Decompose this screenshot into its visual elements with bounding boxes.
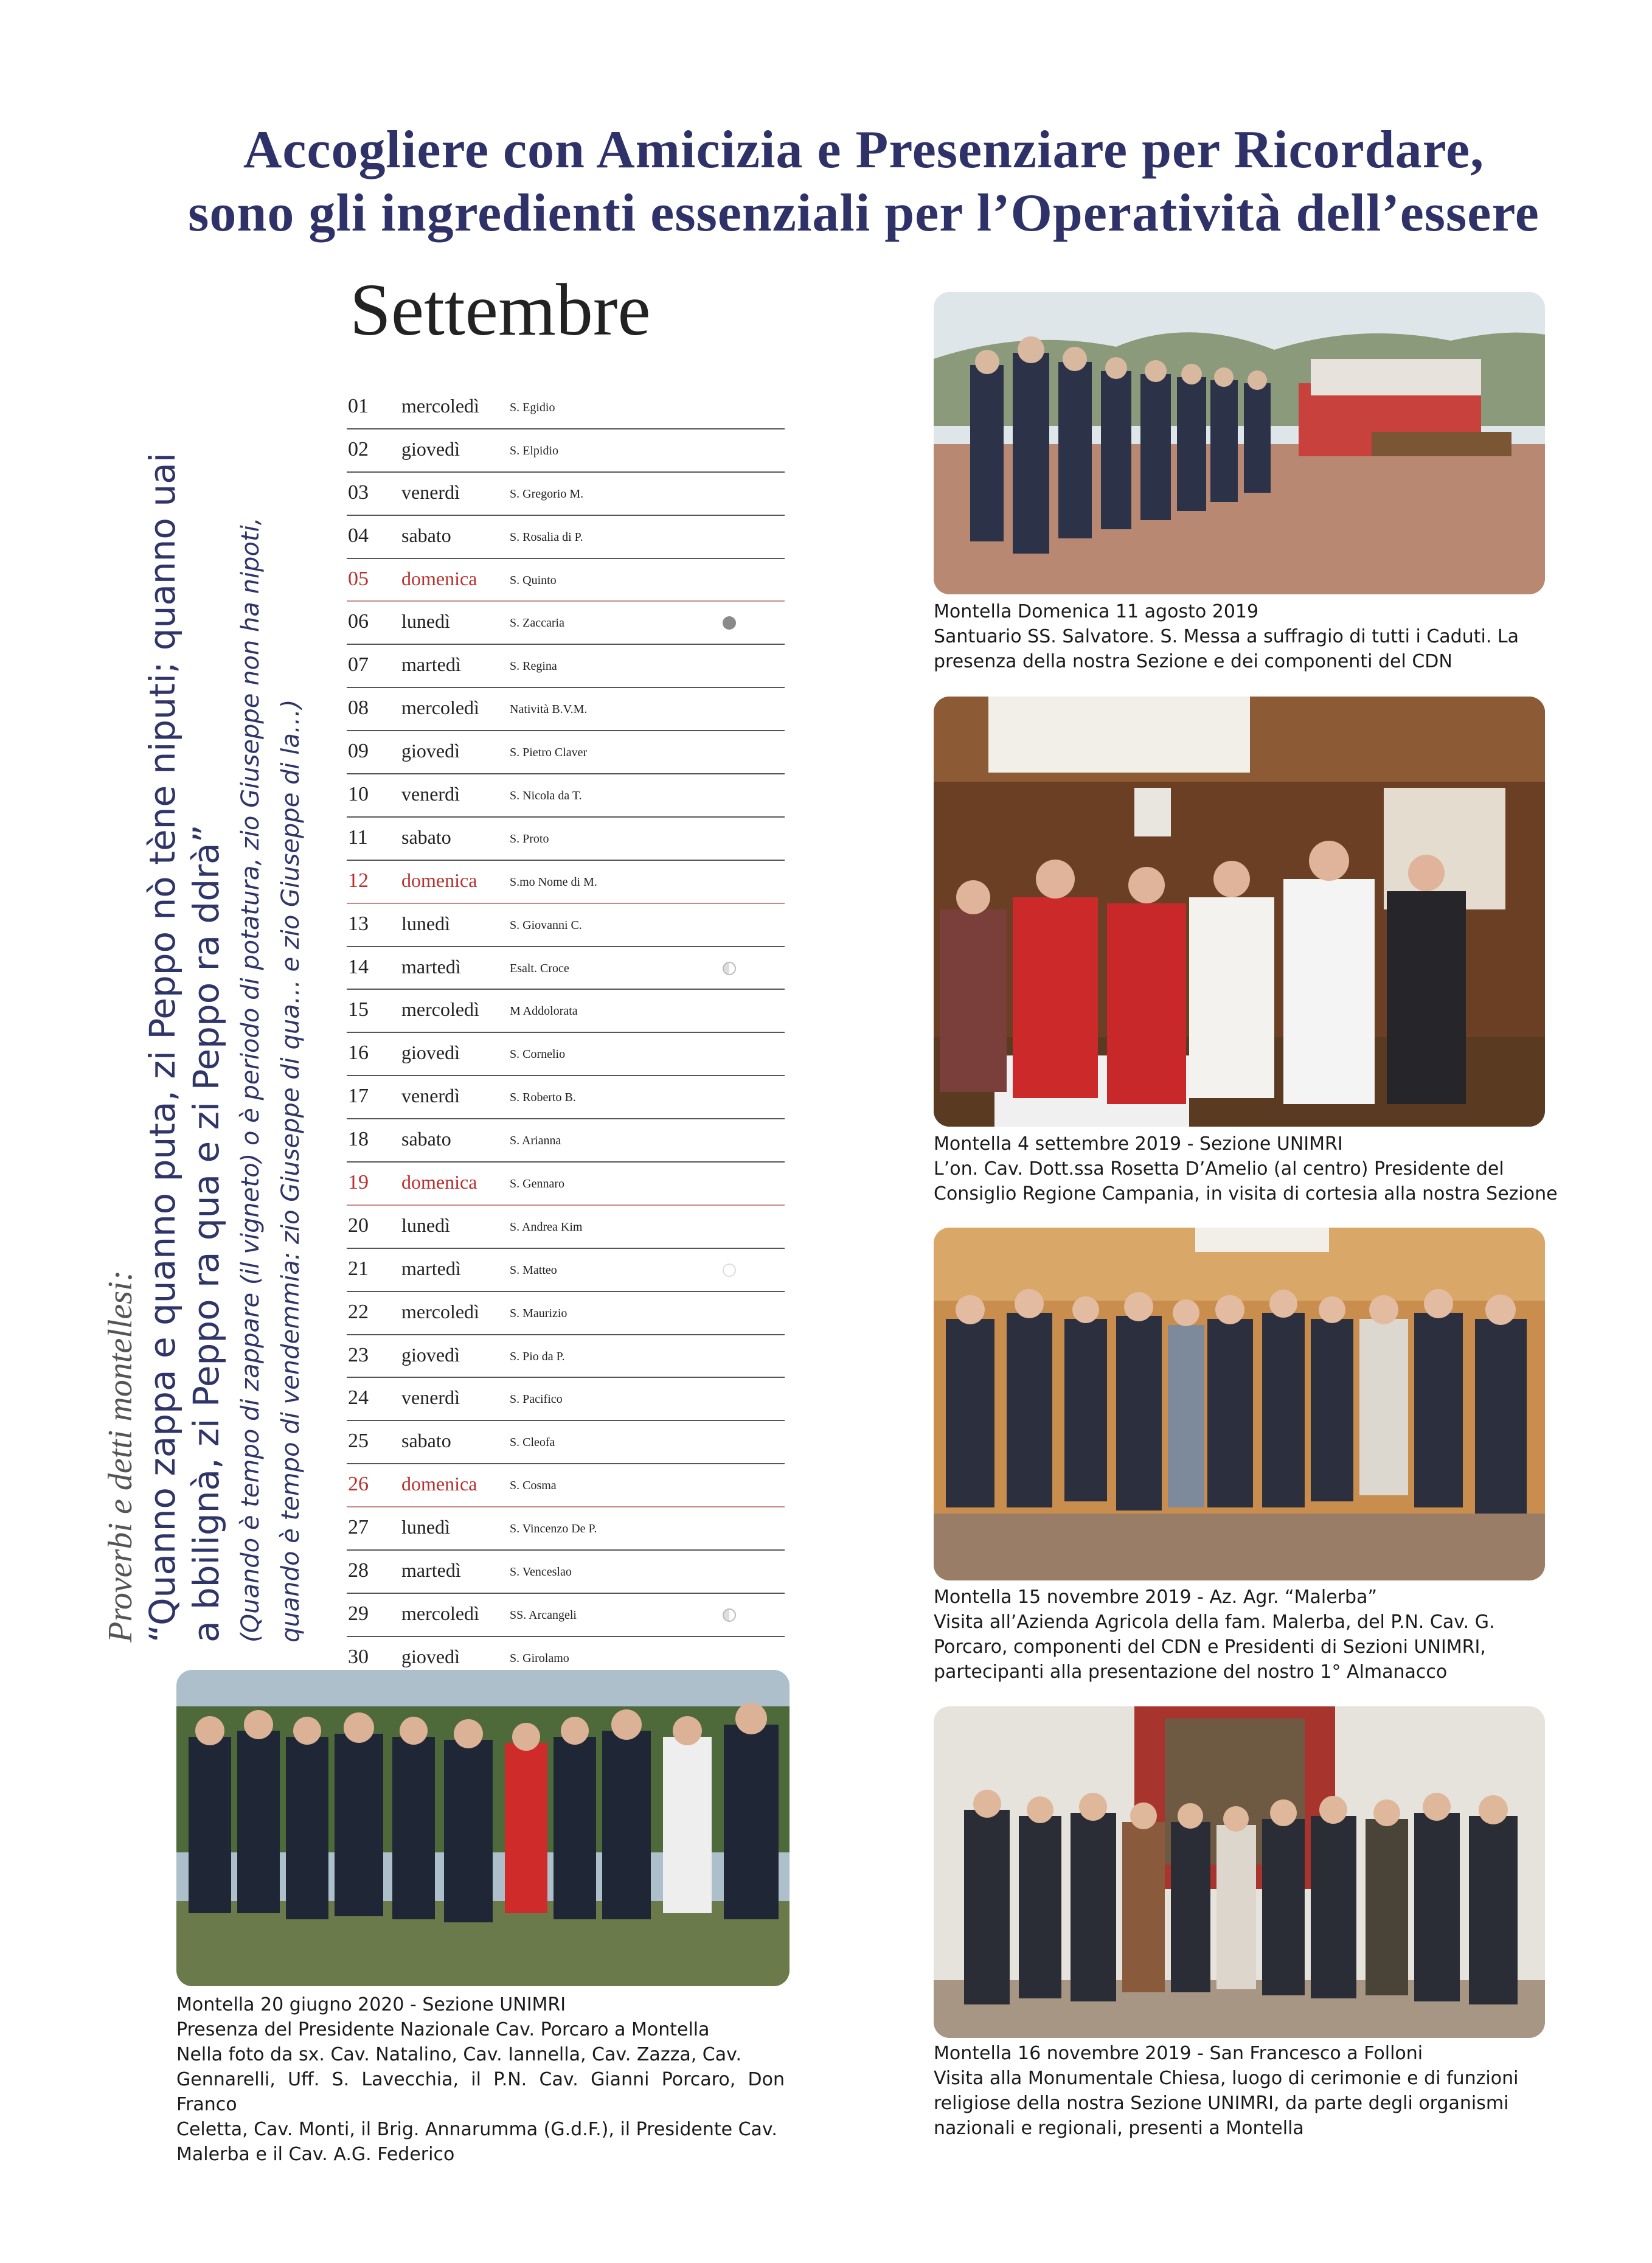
day-weekday: lunedì <box>401 912 450 934</box>
day-row <box>347 688 785 731</box>
day-weekday: mercoledì <box>401 1300 479 1323</box>
day-weekday: giovedì <box>401 1645 460 1667</box>
day-row <box>347 731 785 774</box>
day-row <box>347 947 785 990</box>
caption-5-line-4: nazionali e regionali, presenti a Montella <box>934 2118 1304 2139</box>
day-row <box>347 1163 785 1206</box>
day-saint: S. Roberto B. <box>510 1091 576 1105</box>
day-number: 19 <box>348 1171 369 1194</box>
day-saint: S. Rosalia di P. <box>510 530 583 544</box>
day-saint: S. Pietro Claver <box>510 746 588 760</box>
day-weekday: giovedì <box>401 740 460 762</box>
day-saint: Esalt. Croce <box>510 961 569 975</box>
day-row <box>347 1119 785 1163</box>
day-number: 01 <box>348 395 369 417</box>
day-number: 11 <box>348 826 368 849</box>
day-weekday: sabato <box>401 1128 451 1150</box>
day-row <box>347 516 785 559</box>
header-line-2: sono gli ingredienti essenziali per l’Operatività dell’essere <box>188 184 1539 243</box>
caption-photo-1 <box>934 599 1545 674</box>
day-weekday: martedì <box>401 1257 461 1279</box>
day-row <box>347 1335 785 1378</box>
day-row <box>347 904 785 947</box>
day-weekday: venerdì <box>401 783 460 805</box>
moon-phase-icon <box>723 1608 736 1622</box>
day-weekday: lunedì <box>401 610 450 633</box>
day-row <box>347 990 785 1033</box>
day-number: 14 <box>348 955 369 978</box>
day-weekday: martedì <box>401 653 461 676</box>
day-number: 10 <box>348 783 369 806</box>
day-saint: S. Andrea Kim <box>510 1220 583 1234</box>
day-saint: S. Quinto <box>510 573 557 587</box>
day-saint: S. Proto <box>510 832 549 846</box>
caption-2-title: Montella 4 settembre 2019 - Sezione UNIMRI <box>934 1133 1343 1155</box>
day-saint: S. Giovanni C. <box>510 918 582 932</box>
day-weekday: giovedì <box>401 437 460 460</box>
photo-giugno-2020 <box>176 1670 790 1986</box>
proverb-note-2: quando è tempo di vendemmia: zio Giuseppe di qua… e zio Giuseppe di la…) <box>277 699 305 1642</box>
photo-azienda-malerba <box>934 1228 1545 1580</box>
day-row <box>347 1292 785 1335</box>
day-saint: S. Pio da P. <box>510 1349 565 1363</box>
caption-photo-5 <box>934 2041 1545 2141</box>
caption-photo-3 <box>934 1585 1545 1684</box>
day-number: 02 <box>348 437 369 461</box>
day-number: 17 <box>348 1085 369 1108</box>
day-row <box>347 818 785 861</box>
day-number: 24 <box>348 1386 369 1410</box>
day-saint: S. Elpidio <box>510 443 559 457</box>
day-saint: S. Pacifico <box>510 1392 563 1406</box>
day-number: 15 <box>348 998 369 1021</box>
day-number: 07 <box>348 653 369 676</box>
caption-3-line-2: Visita all’Azienda Agricola della fam. Malerba, del P.N. Cav. G. <box>934 1611 1495 1633</box>
day-saint: S. Cosma <box>510 1479 557 1493</box>
day-saint: S. Arianna <box>510 1134 561 1148</box>
caption-3-line-3: Porcaro, componenti del CDN e Presidenti di Sezioni UNIMRI, <box>934 1636 1486 1658</box>
day-saint: Natività B.V.M. <box>510 703 588 717</box>
day-weekday: venerdì <box>401 1386 460 1409</box>
month-title: Settembre <box>350 269 651 351</box>
day-saint: SS. Arcangeli <box>510 1608 577 1622</box>
day-weekday: sabato <box>401 524 451 546</box>
day-number: 22 <box>348 1300 369 1323</box>
day-weekday: domenica <box>401 1473 477 1495</box>
day-saint: S.mo Nome di M. <box>510 875 597 889</box>
day-row <box>347 386 785 429</box>
proverb-line-1: “Quanno zappa e quanno puta, zi Peppo nò tène niputi; quanno uai <box>142 453 183 1642</box>
day-row <box>347 1249 785 1292</box>
day-saint: S. Nicola da T. <box>510 789 582 803</box>
day-row <box>347 1076 785 1119</box>
day-row <box>347 473 785 516</box>
caption-4-line-3: Nella foto da sx. Cav. Natalino, Cav. Iannella, Cav. Zazza, Cav. <box>176 2044 742 2065</box>
day-saint: S. Maurizio <box>510 1306 567 1320</box>
caption-3-title: Montella 15 novembre 2019 - Az. Agr. “Malerba” <box>934 1587 1377 1608</box>
day-row <box>347 602 785 645</box>
header-line-1: Accogliere con Amicizia e Presenziare per Ricordare, <box>243 120 1485 179</box>
day-number: 20 <box>348 1214 369 1237</box>
calendar-list <box>347 386 785 1680</box>
day-number: 13 <box>348 912 369 935</box>
day-number: 05 <box>348 567 369 590</box>
day-weekday: lunedì <box>401 1214 450 1236</box>
day-weekday: giovedì <box>401 1343 460 1366</box>
day-number: 09 <box>348 740 369 763</box>
caption-photo-2 <box>934 1132 1558 1206</box>
day-number: 08 <box>348 697 369 720</box>
day-saint: S. Gennaro <box>510 1177 564 1191</box>
day-row <box>347 1594 785 1637</box>
day-row <box>347 1551 785 1594</box>
day-weekday: martedì <box>401 1559 461 1582</box>
caption-1-title: Montella Domenica 11 agosto 2019 <box>934 601 1259 622</box>
proverb-intro: Proverbi e detti montellesi: <box>102 1270 139 1642</box>
day-saint: M Addolorata <box>510 1004 578 1018</box>
day-weekday: giovedì <box>401 1041 460 1064</box>
day-number: 16 <box>348 1041 369 1065</box>
day-row <box>347 429 785 473</box>
moon-phase-icon <box>723 962 736 975</box>
day-weekday: martedì <box>401 955 461 978</box>
proverb-block <box>100 347 307 1642</box>
day-row <box>347 1033 785 1076</box>
day-weekday: sabato <box>401 1430 451 1452</box>
photo-visit-damelio <box>934 697 1545 1127</box>
caption-photo-4 <box>176 1992 785 2167</box>
caption-2-line-3: Consiglio Regione Campania, in visita di cortesia alla nostra Sezione <box>934 1183 1558 1204</box>
day-number: 12 <box>348 869 369 892</box>
day-row <box>347 559 785 602</box>
day-number: 06 <box>348 610 369 633</box>
page-header <box>158 119 1569 245</box>
moon-phase-icon <box>723 1264 736 1277</box>
day-weekday: domenica <box>401 869 477 891</box>
day-weekday: mercoledì <box>401 395 479 417</box>
day-number: 23 <box>348 1343 369 1366</box>
day-weekday: mercoledì <box>401 1602 479 1624</box>
photo-san-francesco-folloni <box>934 1706 1545 2038</box>
caption-3-line-4: partecipanti alla presentazione del nostro 1° Almanacco <box>934 1661 1448 1683</box>
day-saint: S. Regina <box>510 659 557 673</box>
day-number: 26 <box>348 1473 369 1496</box>
day-row <box>347 1507 785 1551</box>
day-row <box>347 1378 785 1421</box>
moon-phase-icon <box>723 616 736 630</box>
day-number: 18 <box>348 1128 369 1151</box>
day-row <box>347 1464 785 1507</box>
caption-4-title: Montella 20 giugno 2020 - Sezione UNIMRI <box>176 1994 566 2015</box>
day-weekday: venerdì <box>401 1085 460 1107</box>
day-weekday: mercoledì <box>401 998 479 1021</box>
caption-4-line-6: Malerba e il Cav. A.G. Federico <box>176 2144 455 2165</box>
day-saint: S. Venceslao <box>510 1565 572 1579</box>
day-number: 21 <box>348 1257 369 1280</box>
day-row <box>347 1421 785 1464</box>
caption-5-line-2: Visita alla Monumentale Chiesa, luogo di cerimonie e di funzioni <box>934 2068 1519 2089</box>
day-row <box>347 861 785 904</box>
caption-5-title: Montella 16 novembre 2019 - San Francesco a Folloni <box>934 2043 1423 2064</box>
caption-4-line-4: Gennarelli, Uff. S. Lavecchia, il P.N. Cav. Gianni Porcaro, Don Franco <box>176 2069 785 2115</box>
day-number: 25 <box>348 1430 369 1453</box>
photo-ceremony-santuario <box>934 292 1545 594</box>
day-number: 27 <box>348 1516 369 1539</box>
proverb-note-1: (Quando è tempo di zappare (il vigneto) o è periodo di potatura, zio Giuseppe non ha nipoti, <box>237 517 265 1642</box>
day-weekday: sabato <box>401 826 451 848</box>
day-row <box>347 774 785 818</box>
day-saint: S. Matteo <box>510 1263 557 1277</box>
day-row <box>347 645 785 688</box>
proverb-line-2: a bbilignà, zi Peppo ra qua e zi Peppo ra ddrà” <box>186 824 227 1642</box>
day-number: 04 <box>348 524 369 547</box>
caption-4-line-2: Presenza del Presidente Nazionale Cav. Porcaro a Montella <box>176 2019 710 2040</box>
day-saint: S. Cornelio <box>510 1048 566 1062</box>
day-weekday: domenica <box>401 1171 477 1194</box>
caption-5-line-3: religiose della nostra Sezione UNIMRI, da parte degli organismi <box>934 2093 1509 2114</box>
caption-4-line-5: Celetta, Cav. Monti, il Brig. Annarumma (G.d.F.), il Presidente Cav. <box>176 2119 777 2140</box>
day-saint: S. Cleofa <box>510 1436 555 1450</box>
day-row <box>347 1206 785 1249</box>
day-saint: S. Gregorio M. <box>510 487 584 501</box>
caption-2-line-2: L’on. Cav. Dott.ssa Rosetta D’Amelio (al centro) Presidente del <box>934 1158 1504 1180</box>
day-number: 28 <box>348 1559 369 1582</box>
day-weekday: mercoledì <box>401 697 479 719</box>
caption-1-line-3: presenza della nostra Sezione e dei componenti del CDN <box>934 651 1452 672</box>
caption-1-line-2: Santuario SS. Salvatore. S. Messa a suffragio di tutti i Caduti. La <box>934 626 1519 647</box>
day-weekday: lunedì <box>401 1516 450 1538</box>
day-saint: S. Girolamo <box>510 1651 569 1665</box>
day-weekday: domenica <box>401 567 477 589</box>
day-saint: S. Zaccaria <box>510 616 564 630</box>
day-saint: S. Vincenzo De P. <box>510 1522 597 1536</box>
day-number: 29 <box>348 1602 369 1625</box>
day-weekday: venerdì <box>401 481 460 503</box>
day-number: 03 <box>348 481 369 504</box>
day-number: 30 <box>348 1645 369 1668</box>
day-saint: S. Egidio <box>510 401 555 414</box>
